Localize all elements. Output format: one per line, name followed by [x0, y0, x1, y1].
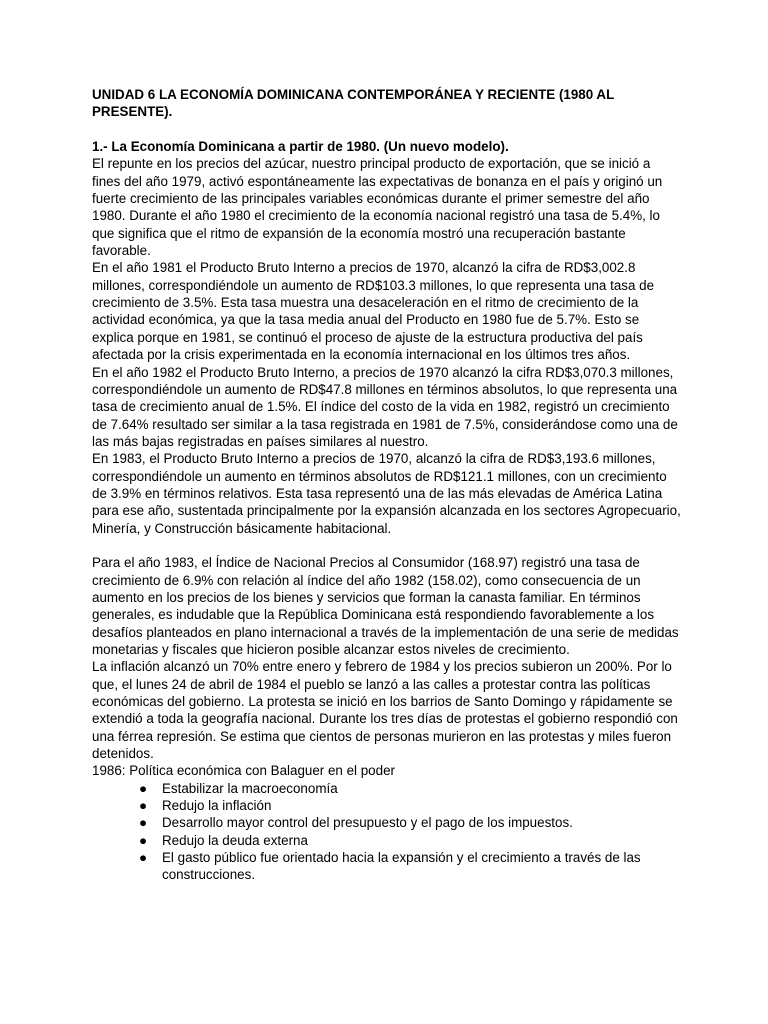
blank-line: [92, 537, 682, 554]
paragraph-1981: En el año 1981 el Producto Bruto Interno a precios de 1970, alcanzó la cifra de RD$3,002.8 millones, correspondiéndole un aumento de RD$103.3 millones, lo que representa una tasa de crecimiento de 3.5%. Esta tasa muestra una desaceleración en el ritmo de crecimiento de la actividad económica, ya que la tasa media anual del Producto en 1980 fue de 5.7%. Esto se explica porque en 1981, se continuó el proceso de ajuste de la estructura productiva del país afectada por la crisis experimentada en la economía internacional en los últimos tres años.: [92, 260, 655, 363]
list-item: [92, 849, 682, 884]
paragraph-balaguer-1986: 1986: Política económica con Balaguer en el poder: [92, 763, 395, 779]
list-item: [92, 797, 682, 814]
policy-bullet-list: [92, 780, 682, 884]
bullet-icon: ●: [139, 850, 148, 866]
bullet-icon: ●: [139, 815, 148, 831]
document-page: [92, 86, 682, 884]
paragraph-inflation-1984: La inflación alcanzó un 70% entre enero y febrero de 1984 y los precios subieron un 200%. Por lo que, el lunes 24 de abril de 1984 el pueblo se lanzó a las calles a protestar contra las políticas económicas del gobierno. La protesta se inició en los barrios de Santo Domingo y rápidamente se extendió a toda la geografía nacional. Durante los tres días de protestas el gobierno respondió con una férrea represión. Se estima que cientos de personas murieron en las protestas y miles fueron detenidos.: [92, 659, 678, 762]
list-item: [92, 780, 682, 797]
list-item-text: Redujo la inflación: [162, 798, 272, 814]
list-item-text: Estabilizar la macroeconomía: [162, 780, 338, 796]
list-item-text: Redujo la deuda externa: [162, 832, 308, 848]
section-heading: 1.- La Economía Dominicana a partir de 1980. (Un nuevo modelo).: [92, 139, 509, 155]
document-title: UNIDAD 6 LA ECONOMÍA DOMINICANA CONTEMPORÁNEA Y RECIENTE (1980 AL PRESENTE).: [92, 87, 615, 120]
bullet-icon: ●: [139, 780, 148, 796]
list-item-text: Desarrollo mayor control del presupuesto y el pago de los impuestos.: [162, 815, 573, 831]
list-item: [92, 814, 682, 831]
paragraph-1983: En 1983, el Producto Bruto Interno a precios de 1970, alcanzó la cifra de RD$3,193.6 millones, correspondiéndole un aumento en términos absolutos de RD$121.1 millones, con un crecimiento de 3.9% en términos relativos. Esta tasa representó una de las más elevadas de América Latina para ese año, sustentada principalmente por la expansión alcanzada en los sectores Agropecuario, Minería, y Construcción básicamente habitacional.: [92, 451, 681, 536]
list-item: [92, 832, 682, 849]
paragraph-1980: El repunte en los precios del azúcar, nuestro principal producto de exportación, que se inició a fines del año 1979, activó espontáneamente las expectativas de bonanza en el país y originó un fuerte crecimiento de las principales variables económicas durante el primer semestre del año 1980. Durante el año 1980 el crecimiento de la economía nacional registró una tasa de 5.4%, lo que significa que el ritmo de expansión de la economía mostró una recuperación bastante favorable.: [92, 156, 663, 259]
list-item-text: El gasto público fue orientado hacia la expansión y el crecimiento a través de las construcciones.: [162, 850, 641, 883]
paragraph-1982: En el año 1982 el Producto Bruto Interno, a precios de 1970 alcanzó la cifra RD$3,070.3 millones, correspondiéndole un aumento de RD$47.8 millones en términos absolutos, lo que representa una tasa de crecimiento anual de 1.5%. El índice del costo de la vida en 1982, registró un crecimiento de 7.64% resultado ser similar a la tasa registrada en 1981 de 7.5%, considerándose como una de las más bajas registradas en países similares al nuestro.: [92, 364, 678, 449]
paragraph-price-index: Para el año 1983, el Índice de Nacional Precios al Consumidor (168.97) registró una tasa de crecimiento de 6.9% con relación al índice del año 1982 (158.02), como consecuencia de un aumento en los precios de los bienes y servicios que forman la canasta familiar. En términos generales, es indudable que la República Dominicana está respondiendo favorablemente a los desafíos planteados en plano internacional a través de la implementación de una serie de medidas monetarias y fiscales que hicieron posible alcanzar estos niveles de crecimiento.: [92, 555, 679, 657]
blank-line: [92, 121, 682, 138]
bullet-icon: ●: [139, 832, 148, 848]
bullet-icon: ●: [139, 798, 148, 814]
